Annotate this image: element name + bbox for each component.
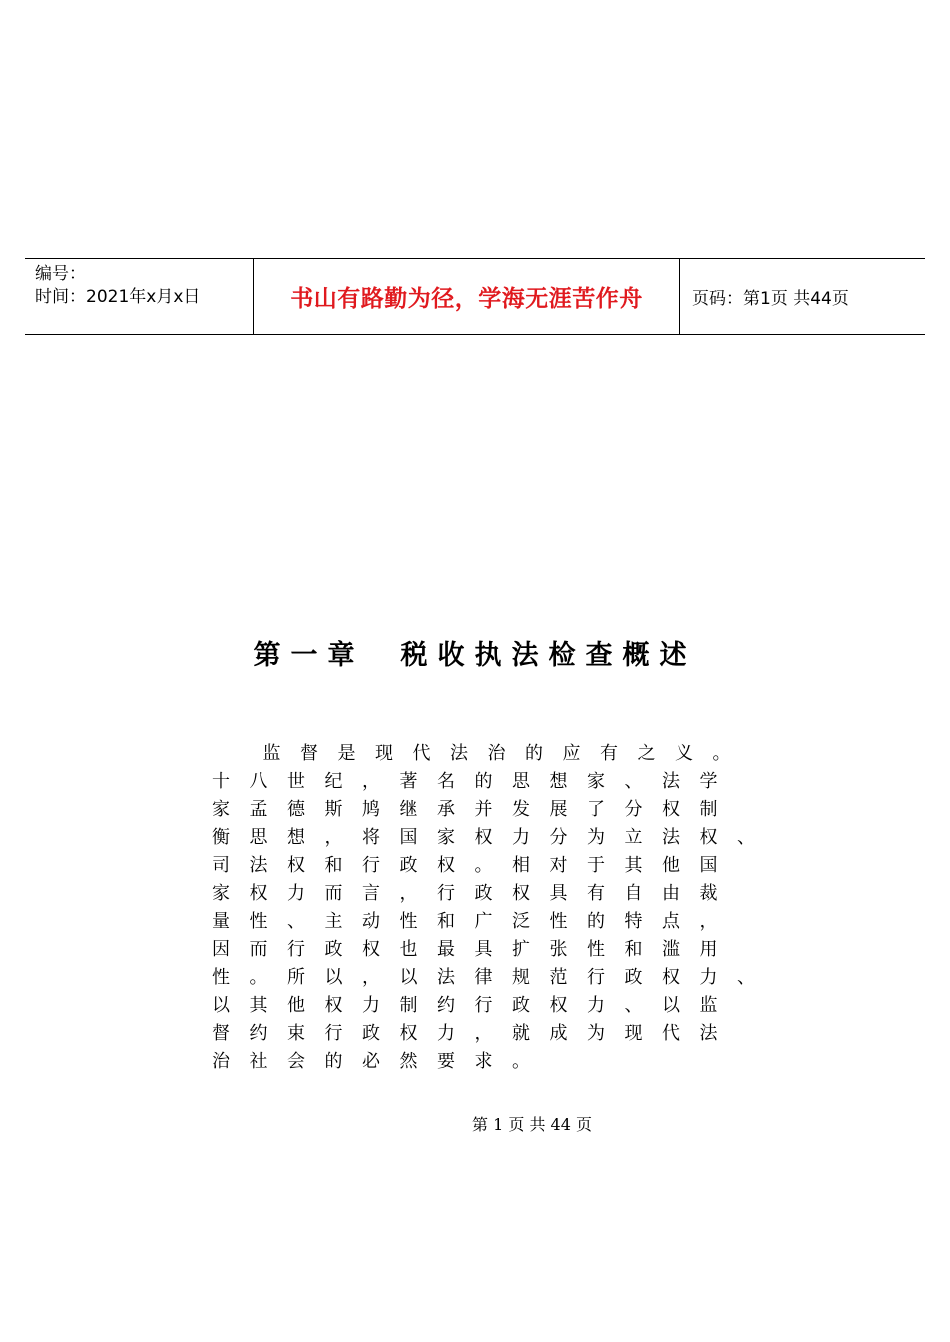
chapter-number: 第一章 [253,640,365,671]
paragraph-line: 督约束行政权力，就成为现代法 [212,1023,737,1044]
header-motto: 书山有路勤为径，学海无涯苦作舟 [254,259,680,334]
paragraph-line: 司法权和行政权。相对于其他国 [212,855,737,876]
paragraph-line: 衡思想，将国家权力分为立法权、 [212,827,775,848]
body-paragraph [212,740,775,1076]
chapter-name: 税收执法检查概述 [400,640,697,671]
paragraph-line: 十八世纪，著名的思想家、法学 [212,771,737,792]
header-meta [25,259,254,334]
paragraph-line: 因而行政权也最具扩张性和滥用 [212,939,737,960]
paragraph-line: 量性、主动性和广泛性的特点， [212,911,737,932]
paragraph-line: 治社会的必然要求。 [212,1051,550,1072]
document-header [25,258,925,335]
chapter-title [0,632,950,680]
date-line: 时间：2021年x月x日 [35,287,201,307]
paragraph-line: 性。所以，以法律规范行政权力、 [212,967,775,988]
page-footer: 第 1 页 共 44 页 [472,1115,592,1134]
header-page-info: 页码：第1页 共44页 [692,289,849,309]
paragraph-line: 家权力而言，行政权具有自由裁 [212,883,737,904]
paragraph-line: 监督是现代法治的应有之义。 [212,743,750,764]
serial-label: 编号： [35,264,86,284]
paragraph-line: 以其他权力制约行政权力、以监 [212,995,737,1016]
paragraph-line: 家孟德斯鸠继承并发展了分权制 [212,799,737,820]
